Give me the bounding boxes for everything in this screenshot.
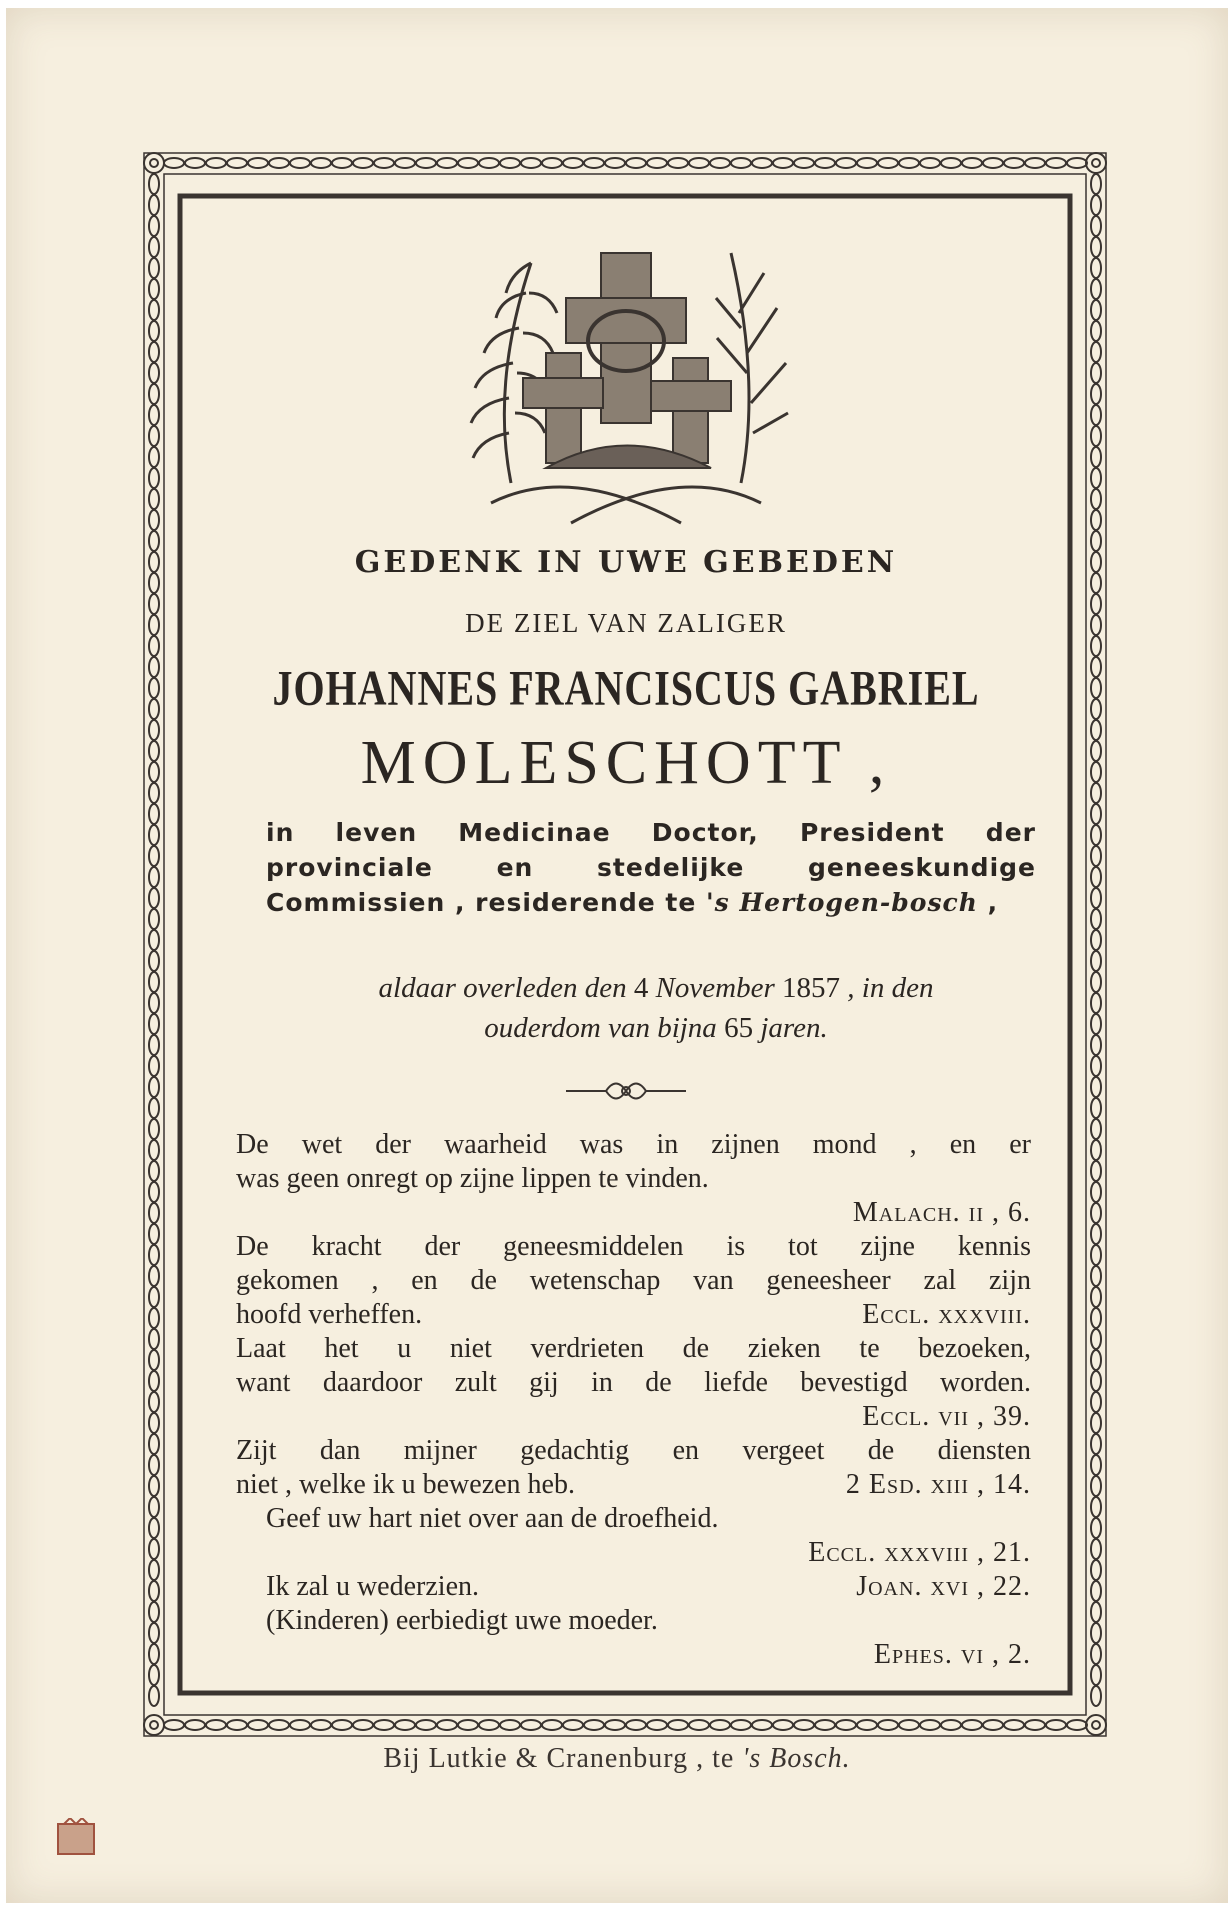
chain-link: [1091, 783, 1101, 803]
chain-link: [584, 158, 604, 168]
chain-link: [149, 426, 159, 446]
chain-link: [437, 158, 457, 168]
chain-link: [1067, 1720, 1087, 1730]
chain-link: [248, 1720, 268, 1730]
chain-link: [185, 1720, 205, 1730]
chain-link: [149, 1581, 159, 1601]
chain-link: [149, 1224, 159, 1244]
chain-link: [149, 1476, 159, 1496]
chain-link: [521, 158, 541, 168]
verse-reference: Eccl. xxxviii , 21.: [808, 1537, 1031, 1568]
chain-link: [458, 1720, 478, 1730]
scripture-verses: [236, 1128, 1031, 1672]
verse-line: [236, 1298, 1031, 1332]
chain-link: [479, 158, 499, 168]
heading-gothic: GEDENK IN UWE GEBEDEN: [354, 545, 898, 580]
chain-link: [1091, 657, 1101, 677]
chain-link: [227, 158, 247, 168]
death-text-b: November: [648, 972, 783, 1004]
chain-link: [437, 1720, 457, 1730]
chain-link: [149, 741, 159, 761]
memorial-emblem-icon: [451, 233, 801, 533]
chain-link: [149, 1077, 159, 1097]
chain-link: [1091, 1686, 1101, 1706]
verse-line: De kracht der geneesmiddelen is tot zijne kennis: [236, 1231, 1031, 1262]
chain-link: [149, 1560, 159, 1580]
chain-link: [149, 678, 159, 698]
bio-end: ,: [977, 888, 999, 917]
chain-link: [1091, 1140, 1101, 1160]
chain-link: [1091, 489, 1101, 509]
chain-link: [899, 1720, 919, 1730]
chain-link: [149, 321, 159, 341]
chain-link: [500, 158, 520, 168]
chain-link: [332, 1720, 352, 1730]
chain-link: [1091, 279, 1101, 299]
chain-link: [149, 468, 159, 488]
chain-link: [149, 762, 159, 782]
chain-link: [1025, 1720, 1045, 1730]
chain-link: [149, 1665, 159, 1685]
chain-link: [1091, 741, 1101, 761]
chain-link: [1091, 993, 1101, 1013]
chain-link: [941, 1720, 961, 1730]
chain-link: [626, 158, 646, 168]
chain-link: [149, 825, 159, 845]
chain-link: [149, 1518, 159, 1538]
verse-line: De wet der waarheid was in zijnen mond , en er: [236, 1129, 1031, 1160]
chain-link: [149, 1245, 159, 1265]
chain-link: [773, 158, 793, 168]
chain-link: [668, 1720, 688, 1730]
chain-link: [1091, 951, 1101, 971]
chain-link: [1091, 216, 1101, 236]
chain-link: [149, 930, 159, 950]
chain-link: [920, 158, 940, 168]
chain-link: [149, 636, 159, 656]
chain-link: [311, 1720, 331, 1730]
chain-link: [1091, 594, 1101, 614]
chain-link: [794, 1720, 814, 1730]
chain-link: [149, 1350, 159, 1370]
chain-link: [1091, 552, 1101, 572]
verse-text: Ik zal u wederzien.: [266, 1571, 479, 1602]
chain-link: [1091, 1413, 1101, 1433]
chain-link: [149, 1623, 159, 1643]
chain-link: [1091, 1182, 1101, 1202]
chain-link: [815, 158, 835, 168]
printer-place: 's Bosch.: [742, 1743, 851, 1774]
chain-link: [836, 158, 856, 168]
chain-link: [1091, 930, 1101, 950]
chain-link: [1091, 720, 1101, 740]
chain-link: [1067, 158, 1087, 168]
soul-line: DE ZIEL VAN ZALIGER: [465, 608, 787, 638]
chain-link: [149, 216, 159, 236]
chain-link: [1091, 846, 1101, 866]
chain-link: [1091, 426, 1101, 446]
chain-link: [1091, 1098, 1101, 1118]
chain-link: [1091, 909, 1101, 929]
chain-link: [149, 1644, 159, 1664]
chain-link: [206, 158, 226, 168]
chain-link: [149, 783, 159, 803]
chain-link: [1091, 1287, 1101, 1307]
chain-link: [149, 888, 159, 908]
chain-link: [149, 657, 159, 677]
chain-link: [395, 158, 415, 168]
chain-link: [248, 158, 268, 168]
chain-link: [1091, 1581, 1101, 1601]
verse-text: niet , welke ik u bewezen heb.: [236, 1469, 575, 1500]
chain-link: [563, 1720, 583, 1730]
chain-link: [290, 158, 310, 168]
chain-link: [1091, 1224, 1101, 1244]
verse-line: Zijt dan mijner gedachtig en vergeet de diensten: [236, 1435, 1031, 1466]
chain-link: [1046, 158, 1066, 168]
archive-stamp-icon: [56, 1818, 96, 1858]
deceased-surname: MOLESCHOTT ,: [360, 729, 892, 797]
chain-link: [1091, 972, 1101, 992]
death-text-a: aldaar overleden den: [378, 972, 634, 1004]
chain-link: [149, 1161, 159, 1181]
verse-line: gekomen , en de wetenschap van geneesheer zal zijn: [236, 1265, 1031, 1296]
chain-link: [149, 405, 159, 425]
chain-link: [689, 1720, 709, 1730]
verse-reference: Ephes. vi , 2.: [873, 1639, 1031, 1670]
chain-link: [920, 1720, 940, 1730]
chain-link: [149, 1182, 159, 1202]
chain-link: [1091, 762, 1101, 782]
printer-imprint: [6, 1743, 1228, 1775]
chain-link: [1091, 825, 1101, 845]
chain-link: [1091, 321, 1101, 341]
chain-link: [1091, 615, 1101, 635]
chain-link: [983, 1720, 1003, 1730]
chain-link: [164, 158, 184, 168]
chain-link: [647, 1720, 667, 1730]
chain-link: [149, 1455, 159, 1475]
biography: [266, 815, 1036, 920]
chain-link: [1091, 1329, 1101, 1349]
chain-link: [149, 363, 159, 383]
chain-link: [149, 867, 159, 887]
verse-line: Laat het u niet verdrieten de zieken te bezoeken,: [236, 1333, 1031, 1364]
verse-reference: Eccl. vii , 39.: [862, 1401, 1031, 1432]
chain-link: [1091, 888, 1101, 908]
chain-link: [1091, 300, 1101, 320]
chain-link: [149, 594, 159, 614]
chain-link: [542, 1720, 562, 1730]
chain-link: [149, 258, 159, 278]
death-notice: [266, 968, 1046, 1048]
chain-link: [149, 1686, 159, 1706]
chain-link: [149, 489, 159, 509]
bio-text: in leven Medicinae Doctor, President der provinciale en stedelijke geneeskundige Commissien , residerende te: [266, 818, 1036, 917]
printer-text: Bij Lutkie & Cranenburg , te: [383, 1743, 743, 1774]
chain-link: [149, 1371, 159, 1391]
chain-link: [668, 158, 688, 168]
chain-link: [962, 158, 982, 168]
chain-link: [1091, 1665, 1101, 1685]
chain-link: [374, 158, 394, 168]
chain-link: [1091, 1539, 1101, 1559]
chain-link: [149, 993, 159, 1013]
chain-link: [1091, 342, 1101, 362]
chain-link: [1091, 1308, 1101, 1328]
chain-link: [353, 1720, 373, 1730]
chain-link: [416, 1720, 436, 1730]
chain-link: [1091, 636, 1101, 656]
chain-link: [1091, 531, 1101, 551]
chain-link: [752, 158, 772, 168]
chain-link: [395, 1720, 415, 1730]
verse-text: hoofd verheffen.: [236, 1299, 423, 1330]
chain-link: [149, 1329, 159, 1349]
chain-link: [857, 1720, 877, 1730]
chain-link: [647, 158, 667, 168]
chain-link: [227, 1720, 247, 1730]
chain-link: [1091, 405, 1101, 425]
chain-link: [1091, 1077, 1101, 1097]
chain-link: [689, 158, 709, 168]
chain-link: [416, 158, 436, 168]
chain-link: [626, 1720, 646, 1730]
chain-link: [1091, 573, 1101, 593]
death-year: 1857: [782, 972, 841, 1004]
chain-link: [1091, 174, 1101, 194]
chain-link: [1091, 1245, 1101, 1265]
chain-link: [1091, 1518, 1101, 1538]
chain-link: [521, 1720, 541, 1730]
chain-link: [1091, 1602, 1101, 1622]
death-text-d: ouderdom van bijna: [484, 1012, 725, 1044]
verse-line: was geen onregt op zijne lippen te vinden.: [236, 1163, 709, 1194]
verse-line: [236, 1570, 1031, 1604]
chain-link: [458, 158, 478, 168]
chain-link: [1091, 1266, 1101, 1286]
chain-link: [479, 1720, 499, 1730]
verse-line: (Kinderen) eerbiedigt uwe moeder.: [266, 1605, 658, 1636]
chain-link: [1091, 1623, 1101, 1643]
chain-link: [149, 1140, 159, 1160]
chain-link: [1091, 1560, 1101, 1580]
verse-reference: Joan. xvi , 22.: [856, 1571, 1031, 1602]
chain-link: [941, 158, 961, 168]
chain-link: [149, 1287, 159, 1307]
chain-link: [374, 1720, 394, 1730]
chain-link: [311, 158, 331, 168]
chain-link: [1091, 1014, 1101, 1034]
chain-link: [149, 1098, 159, 1118]
chain-link: [332, 158, 352, 168]
chain-link: [149, 1434, 159, 1454]
chain-link: [149, 300, 159, 320]
chain-link: [815, 1720, 835, 1730]
chain-link: [584, 1720, 604, 1730]
chain-link: [878, 158, 898, 168]
verse-line: want daardoor zult gij in de liefde bevestigd worden.: [236, 1367, 1031, 1398]
chain-link: [149, 1203, 159, 1223]
chain-link: [605, 158, 625, 168]
chain-link: [1004, 1720, 1024, 1730]
chain-link: [1046, 1720, 1066, 1730]
chain-link: [1025, 158, 1045, 168]
chain-link: [1091, 1644, 1101, 1664]
chain-link: [149, 972, 159, 992]
chain-link: [710, 1720, 730, 1730]
chain-link: [962, 1720, 982, 1730]
chain-link: [710, 158, 730, 168]
chain-link: [542, 158, 562, 168]
chain-link: [149, 447, 159, 467]
chain-link: [149, 615, 159, 635]
deceased-given-names: JOHANNES FRANCISCUS GABRIEL: [272, 659, 980, 716]
chain-link: [149, 1014, 159, 1034]
verse-reference: 2 Esd. xiii , 14.: [845, 1469, 1031, 1500]
chain-link: [149, 699, 159, 719]
chain-link: [1091, 1035, 1101, 1055]
death-text-e: jaren.: [753, 1012, 828, 1044]
chain-link: [1091, 804, 1101, 824]
chain-link: [269, 158, 289, 168]
chain-link: [149, 804, 159, 824]
chain-link: [605, 1720, 625, 1730]
chain-link: [149, 1392, 159, 1412]
chain-link: [731, 158, 751, 168]
chain-link: [149, 1539, 159, 1559]
chain-link: [752, 1720, 772, 1730]
chain-link: [1091, 363, 1101, 383]
chain-link: [1091, 1203, 1101, 1223]
chain-link: [1091, 258, 1101, 278]
chain-link: [149, 237, 159, 257]
chain-link: [149, 951, 159, 971]
chain-link: [1091, 699, 1101, 719]
ornament-divider-icon: [561, 1071, 691, 1111]
chain-link: [1091, 447, 1101, 467]
death-text-c: , in den: [840, 972, 934, 1004]
chain-link: [899, 158, 919, 168]
chain-link: [1091, 1497, 1101, 1517]
chain-link: [1091, 468, 1101, 488]
chain-link: [206, 1720, 226, 1730]
chain-link: [836, 1720, 856, 1730]
chain-link: [149, 279, 159, 299]
chain-link: [1091, 510, 1101, 530]
chain-link: [149, 342, 159, 362]
chain-link: [149, 510, 159, 530]
chain-link: [1091, 1371, 1101, 1391]
death-age: 65: [724, 1012, 754, 1044]
chain-link: [149, 195, 159, 215]
chain-link: [149, 909, 159, 929]
chain-link: [731, 1720, 751, 1730]
chain-link: [878, 1720, 898, 1730]
chain-link: [1091, 237, 1101, 257]
chain-link: [1004, 158, 1024, 168]
chain-link: [149, 1056, 159, 1076]
chain-link: [149, 1602, 159, 1622]
memorial-card: [6, 8, 1228, 1903]
chain-link: [164, 1720, 184, 1730]
verse-reference: Eccl. xxxviii.: [862, 1299, 1031, 1330]
chain-link: [857, 158, 877, 168]
chain-link: [290, 1720, 310, 1730]
chain-link: [149, 1497, 159, 1517]
death-day: 4: [633, 972, 649, 1004]
chain-link: [1091, 1161, 1101, 1181]
verse-reference: Malach. ii , 6.: [852, 1197, 1031, 1228]
chain-link: [149, 174, 159, 194]
chain-link: [563, 158, 583, 168]
chain-link: [149, 720, 159, 740]
chain-link: [1091, 1392, 1101, 1412]
chain-link: [1091, 1056, 1101, 1076]
chain-link: [149, 552, 159, 572]
chain-link: [1091, 1119, 1101, 1139]
chain-link: [983, 158, 1003, 168]
chain-link: [1091, 867, 1101, 887]
chain-link: [149, 846, 159, 866]
chain-link: [500, 1720, 520, 1730]
chain-link: [353, 158, 373, 168]
chain-link: [149, 1308, 159, 1328]
chain-link: [149, 384, 159, 404]
chain-link: [1091, 678, 1101, 698]
bio-place: 's Hertogen-bosch: [706, 888, 978, 917]
verse-line: [236, 1468, 1031, 1502]
chain-link: [269, 1720, 289, 1730]
chain-link: [773, 1720, 793, 1730]
chain-link: [1091, 1350, 1101, 1370]
chain-link: [149, 1266, 159, 1286]
chain-link: [149, 1119, 159, 1139]
chain-link: [149, 1413, 159, 1433]
chain-link: [149, 531, 159, 551]
chain-link: [185, 158, 205, 168]
chain-link: [149, 1035, 159, 1055]
chain-link: [1091, 1476, 1101, 1496]
chain-link: [1091, 195, 1101, 215]
chain-link: [1091, 384, 1101, 404]
chain-link: [149, 573, 159, 593]
verse-line: Geef uw hart niet over aan de droefheid.: [266, 1503, 719, 1534]
chain-link: [1091, 1455, 1101, 1475]
chain-link: [794, 158, 814, 168]
chain-link: [1091, 1434, 1101, 1454]
